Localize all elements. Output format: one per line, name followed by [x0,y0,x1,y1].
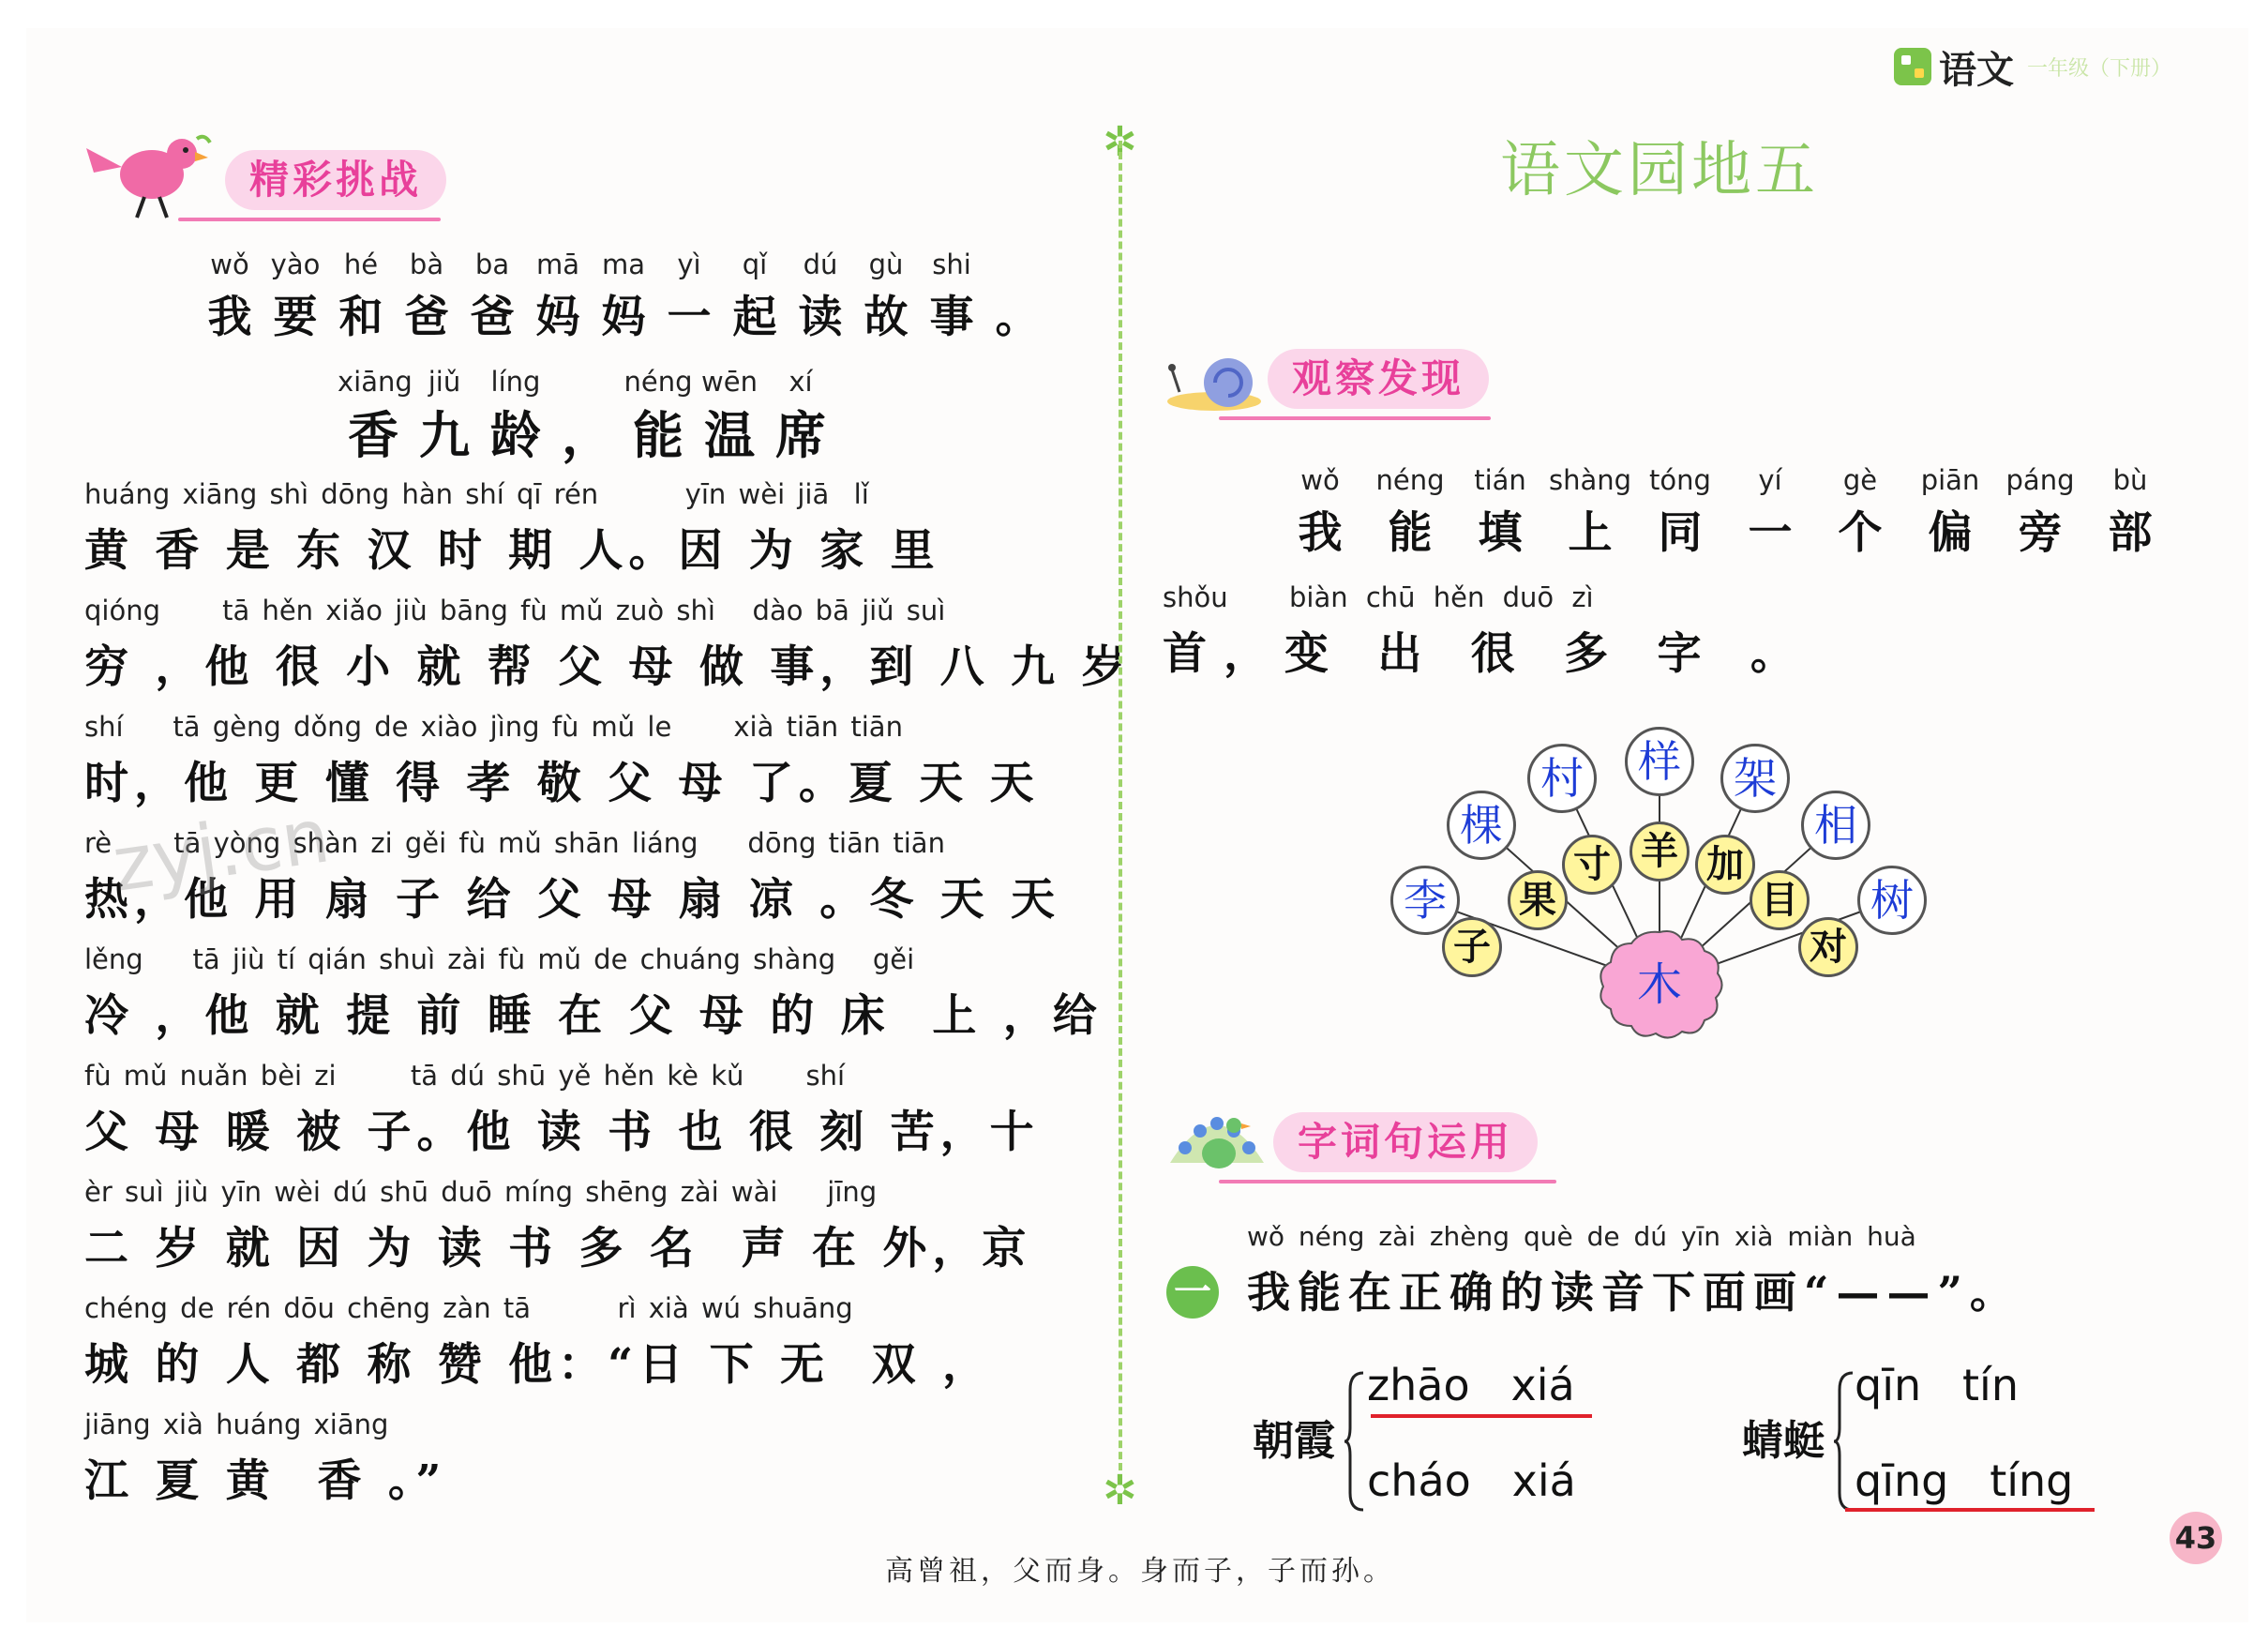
fan-inner-char: 对 [1798,917,1858,977]
word-2-option-b[interactable]: qīng tíng [1855,1455,2074,1506]
observe-char [1545,460,1635,566]
fan-outer-char: 相 [1801,791,1870,860]
subject-header [1894,43,2171,90]
sentence1-hanzi: 一 [667,292,712,343]
observe-char [2085,460,2175,566]
fan-inner-char: 寸 [1562,835,1622,895]
story-line-pinyin: lěng tā jiù tí qián shuì zài fù mǔ de chuáng shàng gěi [84,943,915,975]
section-badge-words: 字词句运用 [1273,1112,1538,1172]
fan-inner-char: 果 [1508,870,1568,930]
sentence1-pinyin: dú [803,249,838,280]
title-char [409,361,480,468]
fan-center-char: 木 [1636,958,1682,1011]
observe-pinyin: piān [1920,464,1980,496]
title-hanzi: 龄 [490,405,541,465]
fan-outer-char: 李 [1390,866,1460,935]
sentence1-char [919,244,984,351]
question-pinyin: wǒ néng zài zhèng què de dú yīn xià miàn huà [1247,1221,1916,1252]
story-line-hanzi: 时，他 更 懂 得 孝 敬 父 母 了。夏 天 天 [84,758,1040,809]
title-pinyin: líng [490,366,541,398]
observe-hanzi: 一 [1748,507,1793,559]
observe-char [1995,460,2085,566]
title-hanzi: 九 [419,405,470,465]
sentence1-pinyin: yào [270,249,321,280]
word-2-answer-underline [1845,1508,2095,1512]
sentence1-hanzi: 起 [732,292,777,343]
story-line-pinyin: chéng de rén dōu chēng zàn tā rì xià wú shuāng [84,1292,853,1324]
page-divider [1119,141,1122,1482]
story-line-pinyin: qióng tā hěn xiǎo jiù bāng fù mǔ zuò shì dào bā jiǔ suì [84,595,946,626]
sentence1-hanzi: 我 [207,292,252,343]
observe-hanzi: 个 [1838,507,1883,559]
title-pinyin: xiāng [338,366,413,398]
sentence1-pinyin: mā [535,249,580,280]
snail-icon [1163,349,1266,415]
story-line-pinyin: fù mǔ nuǎn bèi zi tā dú shū yě hěn kè kǔ shí [84,1060,846,1092]
word-1: 朝霞 [1253,1417,1335,1465]
title-pinyin: xí [789,366,813,398]
word-1-answer-underline [1371,1414,1592,1418]
word-2-brace [1832,1371,1855,1512]
bird-icon [84,129,216,223]
fan-center-flower [1596,928,1723,1041]
story-line-pinyin: jiāng xià huáng xiāng [84,1409,389,1440]
title-hanzi: 温 [704,405,755,465]
question-text: 我能在正确的读音下面画“——”。 [1247,1267,2020,1318]
story-line-hanzi: 父 母 暖 被 子。他 读 书 也 很 刻 苦，十 [84,1107,1040,1158]
observe-hanzi: 上 [1568,507,1613,559]
observe-char [1365,460,1455,566]
observe-pinyin: shàng [1548,464,1632,496]
title-char [623,361,694,468]
sentence1-hanzi: 和 [338,292,383,343]
sentence1-hanzi: 爸 [404,292,449,343]
sentence1-hanzi: 要 [273,292,318,343]
sentence1-hanzi: 。 [995,292,1040,343]
observe-pinyin: tián [1474,464,1526,496]
story-line-hanzi: 城 的 人 都 称 赞 他：“日 下 无 双 ， [84,1339,993,1391]
observe-underline [1219,416,1491,420]
fan-inner-char: 加 [1695,835,1755,895]
sentence1-pinyin: ma [601,249,646,280]
sentence1-char [328,244,394,351]
sentence1-pinyin: hé [343,249,379,280]
title-char [338,361,413,468]
title-pinyin: jiǔ [428,366,461,398]
observe-line2-pinyin-2: biàn chū hěn duō zì [1289,581,1594,613]
sentence1-char [656,244,722,351]
title-hanzi: 席 [775,405,826,465]
observe-pinyin: páng [2005,464,2075,496]
observe-pinyin: gè [1842,464,1878,496]
observe-char [1815,460,1905,566]
story-line-hanzi: 江 夏 黄 香 。” [84,1455,447,1507]
observe-char [1635,460,1725,566]
sentence1-char [788,244,853,351]
story-line-pinyin: huáng xiāng shì dōng hàn shí qī rén yīn wèi jiā lǐ [84,478,869,510]
story-line-hanzi: 黄 香 是 东 汉 时 期 人。因 为 家 里 [84,525,940,577]
observe-hanzi: 填 [1478,507,1523,559]
title-pinyin-blank [551,361,623,402]
unit-title: 语文园地五 [1500,136,1819,205]
sentence1-hanzi: 读 [798,292,843,343]
observe-hanzi: 旁 [2018,507,2063,559]
observe-pinyin: néng [1375,464,1445,496]
observe-hanzi: 我 [1298,507,1343,559]
peacock-icon [1161,1097,1273,1176]
question-number-badge: 一 [1166,1266,1219,1319]
observe-char [1275,460,1365,566]
page-number: 43 [2170,1512,2222,1564]
grade-label: 一年级（下册） [2027,56,2172,81]
sentence1-pinyin: shi [932,249,971,280]
fan-outer-char: 村 [1527,744,1597,813]
title-pinyin: néng [623,366,693,398]
sentence-1 [197,244,1041,356]
story-line-pinyin: rè tā yòng shàn zi gěi fù mǔ shān liáng dōng tiān tiān [84,827,945,859]
observe-pinyin: tóng [1649,464,1711,496]
fan-inner-char: 羊 [1630,822,1690,882]
sentence1-char [984,244,1050,351]
word-1-option-b[interactable]: cháo xiá [1367,1455,1576,1506]
observe-hanzi: 能 [1388,507,1433,559]
subject-title: 语文 [1939,48,2014,92]
observe-pinyin: bù [2112,464,2148,496]
story-line-hanzi: 热，他 用 扇 子 给 父 母 扇 凉 。冬 天 天 [84,874,1060,926]
observe-char [1725,460,1815,566]
story-line-hanzi: 二 岁 就 因 为 读 书 多 名 声 在 外，京 [84,1223,1032,1274]
story-line [84,943,1103,1056]
title-hanzi: 能 [633,405,683,465]
word-1-option-a[interactable]: zhāo xiá [1367,1360,1575,1410]
sentence1-pinyin: yì [677,249,701,280]
observe-line-2 [1163,581,1913,694]
sentence1-char [525,244,591,351]
title-char [694,361,765,468]
sentence1-char [263,244,328,351]
divider-top-star-icon: ✲ [1103,118,1137,166]
story-line [84,1409,1078,1521]
sentence1-char [394,244,459,351]
story-line-hanzi: 穷 ，他 很 小 就 帮 父 母 做 事，到 八 九 岁 [84,641,1132,693]
sentence1-char [591,244,656,351]
sentence1-hanzi: 事 [929,292,974,343]
story-line [84,1060,1078,1172]
story-line [84,595,1132,707]
sentence1-pinyin: bà [409,249,444,280]
subject-logo-icon [1894,48,1931,85]
footer-quote: 高曾祖，父而身。身而子，子而孙。 [885,1555,1395,1588]
sentence1-pinyin: ba [474,249,510,280]
story-line [84,1292,1078,1405]
words-underline [1219,1180,1556,1183]
title-char [765,361,836,468]
word-1-brace [1343,1371,1365,1512]
sentence1-hanzi: 妈 [535,292,580,343]
divider-bottom-star-icon: ✲ [1103,1467,1137,1515]
fan-outer-char: 树 [1857,866,1927,935]
sentence1-char [197,244,263,351]
section-badge-observe: 观察发现 [1268,349,1489,409]
sentence1-hanzi: 故 [864,292,909,343]
observe-pinyin: yí [1758,464,1782,496]
observe-line2-hanzi: 首，变 出 很 多 字 。 [1163,628,1811,680]
fan-inner-char: 目 [1750,870,1810,930]
sentence1-char [459,244,525,351]
story-line-pinyin: èr suì jiù yīn wèi dú shū duō míng shēng zài wài jīng [84,1176,878,1208]
story-line [84,1176,1078,1289]
sentence1-pinyin: qǐ [742,249,768,280]
story-line-pinyin: shí tā gèng dǒng de xiào jìng fù mǔ le xià tiān tiān [84,711,903,743]
title-pinyin: wēn [701,366,758,398]
radical-fan-diagram [1369,722,1950,1078]
title-hanzi: 香 [348,405,398,465]
fan-outer-char: 棵 [1447,791,1516,860]
sentence1-char [722,244,788,351]
title-char [551,361,623,468]
challenge-underline [178,218,441,221]
story-line-hanzi: 冷 ，他 就 提 前 睡 在 父 母 的 床 上 ，给 [84,990,1103,1042]
sentence1-pinyin: gù [868,249,904,280]
sentence1-pinyin [984,244,1050,285]
observe-line-1 [1275,460,2166,572]
title-hanzi: ， [562,405,612,465]
observe-char [1905,460,1995,566]
section-badge-challenge: 精彩挑战 [225,150,446,210]
observe-hanzi: 部 [2108,507,2153,559]
title-char [480,361,551,468]
fan-outer-char: 架 [1720,744,1790,813]
story-title [338,361,863,474]
word-2-option-a[interactable]: qīn tín [1855,1360,2019,1410]
sentence1-hanzi: 爸 [470,292,515,343]
observe-line2-pinyin-1: shǒu [1163,581,1228,613]
word-2: 蜻蜓 [1742,1417,1825,1465]
fan-inner-char: 子 [1442,917,1502,977]
fan-outer-char: 样 [1625,727,1694,796]
observe-hanzi: 偏 [1928,507,1973,559]
sentence1-hanzi: 妈 [601,292,646,343]
story-line [84,478,1078,591]
observe-pinyin: wǒ [1300,464,1340,496]
sentence1-char [853,244,919,351]
observe-hanzi: 同 [1658,507,1703,559]
sentence1-pinyin: wǒ [210,249,249,280]
watermark: zyj.cn [107,791,336,909]
observe-char [1455,460,1545,566]
